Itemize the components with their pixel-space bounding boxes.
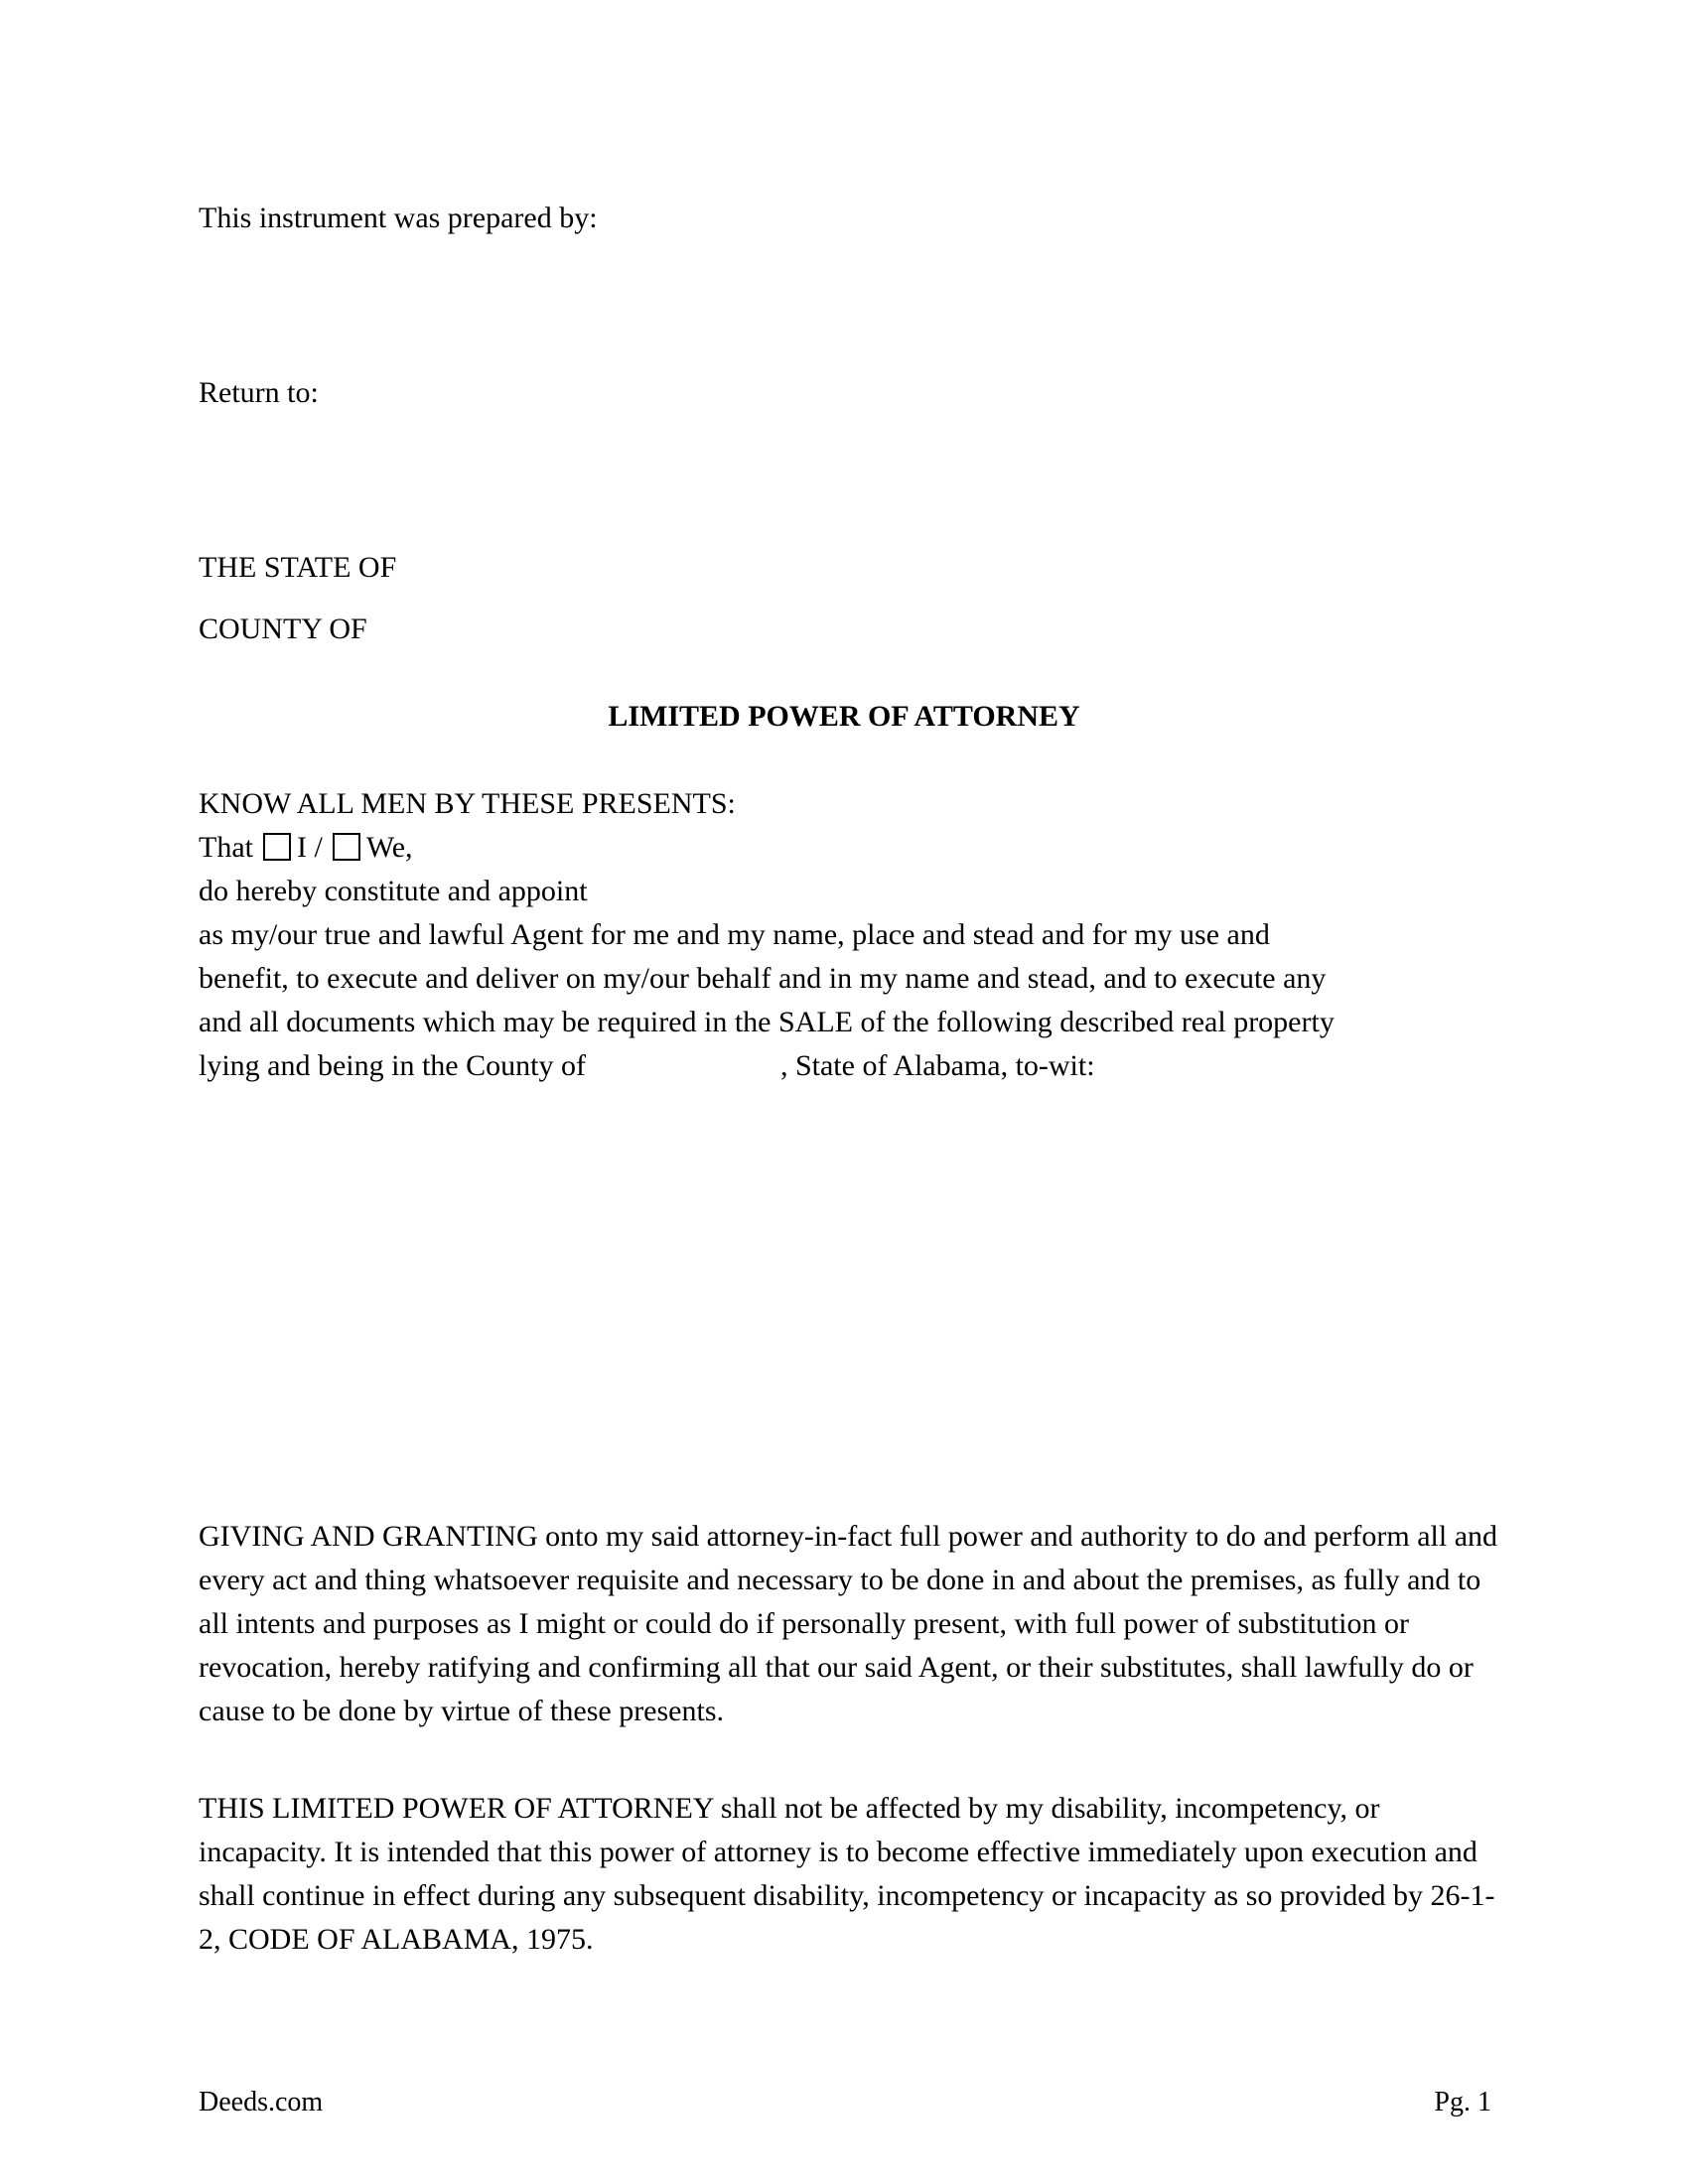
option-i-label: I / (296, 831, 323, 864)
agent-line-3: and all documents which may be required in the SALE of the following described real property (199, 1006, 1335, 1038)
know-all-men-line: KNOW ALL MEN BY THESE PRESENTS: (199, 787, 736, 820)
agent-line-1: as my/our true and lawful Agent for me and my name, place and stead and for my use and (199, 918, 1270, 951)
checkbox-i[interactable] (263, 833, 291, 861)
giving-granting-paragraph: GIVING AND GRANTING onto my said attorney-in-fact full power and authority to do and perform all and every act and thing whatsoever requisite and necessary to be done in and about the premises, as fully and to all intents and purposes as I might or could do if personally present, with full power of substitution or revocation, hereby ratifying and confirming all that our said Agent, or their substitutes, shall lawfully do or cause to be done by virtue of these presents. (199, 1520, 1498, 1727)
document-title: LIMITED POWER OF ATTORNEY (608, 700, 1080, 733)
footer-page-number: Pg. 1 (1434, 2087, 1491, 2117)
grantor-selection-line (199, 826, 413, 870)
durability-paragraph: THIS LIMITED POWER OF ATTORNEY shall not be affected by my disability, incompetency, or incapacity. It is intended that this power of attorney is to become effective immediately upon execution and shall continue in effect during any subsequent disability, incompetency or incapacity as so provided by 26-1-2, CODE OF ALABAMA, 1975. (199, 1792, 1495, 1956)
constitute-line: do hereby constitute and appoint (199, 875, 588, 907)
agent-line-2: benefit, to execute and deliver on my/our behalf and in my name and stead, and to execute any (199, 962, 1327, 995)
agent-line-4 (199, 1044, 1095, 1088)
that-text: That (199, 831, 253, 864)
return-to-label: Return to: (199, 376, 319, 409)
checkbox-we[interactable] (333, 833, 360, 861)
county-lead-text: lying and being in the County of (199, 1049, 586, 1082)
county-trail-text: , State of Alabama, to-wit: (779, 1049, 1095, 1082)
prepared-by-label: This instrument was prepared by: (199, 202, 598, 234)
option-we-label: We, (365, 831, 413, 864)
county-of-label: COUNTY OF (199, 613, 367, 645)
state-of-label: THE STATE OF (199, 551, 397, 584)
footer-site: Deeds.com (199, 2087, 324, 2117)
